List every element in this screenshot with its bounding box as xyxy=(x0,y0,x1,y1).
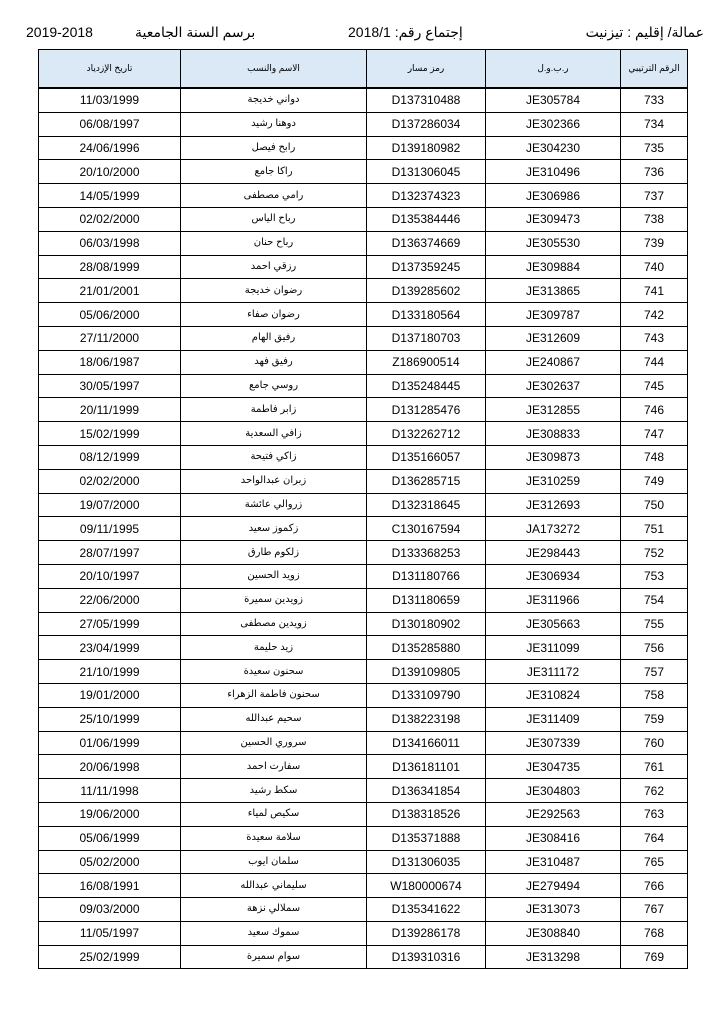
cell-name: رضوان صفاء xyxy=(181,303,367,327)
cell-order: 742 xyxy=(621,303,688,327)
cell-cin: JE309884 xyxy=(486,255,621,279)
cell-name: زكموز سعيد xyxy=(181,517,367,541)
cell-massar: D137180703 xyxy=(367,326,486,350)
cell-name: سحيم عبدالله xyxy=(181,707,367,731)
cell-name: سموك سعيد xyxy=(181,921,367,945)
cell-order: 755 xyxy=(621,612,688,636)
cell-order: 759 xyxy=(621,707,688,731)
cell-order: 765 xyxy=(621,850,688,874)
cell-dob: 01/06/1999 xyxy=(39,731,181,755)
cell-dob: 19/07/2000 xyxy=(39,493,181,517)
cell-name: زبران عبدالواحد xyxy=(181,469,367,493)
cell-dob: 27/11/2000 xyxy=(39,326,181,350)
cell-massar: D139109805 xyxy=(367,660,486,684)
cell-order: 745 xyxy=(621,374,688,398)
cell-name: راكا جامع xyxy=(181,160,367,184)
table-row xyxy=(39,184,688,208)
table-row xyxy=(39,612,688,636)
cell-dob: 25/02/1999 xyxy=(39,945,181,969)
cell-name: رباح الياس xyxy=(181,207,367,231)
cell-name: رضوان خديجة xyxy=(181,279,367,303)
cell-dob: 27/05/1999 xyxy=(39,612,181,636)
cell-cin: JE292563 xyxy=(486,802,621,826)
cell-order: 760 xyxy=(621,731,688,755)
cell-dob: 20/06/1998 xyxy=(39,755,181,779)
col-header-dob: تاريخ الإزدياد xyxy=(39,50,181,89)
cell-dob: 21/01/2001 xyxy=(39,279,181,303)
cell-order: 754 xyxy=(621,588,688,612)
cell-massar: D138223198 xyxy=(367,707,486,731)
cell-cin: JE298443 xyxy=(486,541,621,565)
cell-massar: D136181101 xyxy=(367,755,486,779)
cell-cin: JE312693 xyxy=(486,493,621,517)
table-row xyxy=(39,374,688,398)
cell-cin: JE279494 xyxy=(486,874,621,898)
cell-massar: D133368253 xyxy=(367,541,486,565)
cell-dob: 20/10/2000 xyxy=(39,160,181,184)
cell-order: 766 xyxy=(621,874,688,898)
cell-order: 767 xyxy=(621,898,688,922)
cell-dob: 08/12/1999 xyxy=(39,445,181,469)
table-row xyxy=(39,493,688,517)
academic-year-label: برسم السنة الجامعية xyxy=(135,24,256,40)
cell-order: 735 xyxy=(621,136,688,160)
cell-order: 756 xyxy=(621,636,688,660)
table-row xyxy=(39,279,688,303)
table-row xyxy=(39,731,688,755)
table-row xyxy=(39,88,688,112)
cell-massar: D136374669 xyxy=(367,231,486,255)
cell-name: سليماني عبدالله xyxy=(181,874,367,898)
cell-massar: D136341854 xyxy=(367,779,486,803)
cell-cin: JE308833 xyxy=(486,422,621,446)
cell-name: سكيص لمياء xyxy=(181,802,367,826)
cell-order: 753 xyxy=(621,564,688,588)
table-row xyxy=(39,874,688,898)
cell-cin: JE308840 xyxy=(486,921,621,945)
cell-cin: JE304735 xyxy=(486,755,621,779)
cell-cin: JE310496 xyxy=(486,160,621,184)
cell-dob: 18/06/1987 xyxy=(39,350,181,374)
cell-massar: D133109790 xyxy=(367,683,486,707)
cell-massar: D135248445 xyxy=(367,374,486,398)
table-body xyxy=(39,88,688,969)
cell-massar: D135384446 xyxy=(367,207,486,231)
cell-cin: JE313073 xyxy=(486,898,621,922)
cell-order: 736 xyxy=(621,160,688,184)
cell-name: روسي جامع xyxy=(181,374,367,398)
table-row xyxy=(39,160,688,184)
cell-name: زيد حليمة xyxy=(181,636,367,660)
cell-cin: JE307339 xyxy=(486,731,621,755)
cell-cin: JE311966 xyxy=(486,588,621,612)
cell-order: 746 xyxy=(621,398,688,422)
cell-cin: JE305530 xyxy=(486,231,621,255)
cell-dob: 25/10/1999 xyxy=(39,707,181,731)
cell-massar: D138318526 xyxy=(367,802,486,826)
cell-order: 741 xyxy=(621,279,688,303)
cell-dob: 09/03/2000 xyxy=(39,898,181,922)
cell-cin: JE312609 xyxy=(486,326,621,350)
table-row xyxy=(39,445,688,469)
cell-cin: JA173272 xyxy=(486,517,621,541)
cell-massar: C130167594 xyxy=(367,517,486,541)
cell-dob: 23/04/1999 xyxy=(39,636,181,660)
cell-massar: D131180659 xyxy=(367,588,486,612)
cell-cin: JE305663 xyxy=(486,612,621,636)
cell-dob: 20/10/1997 xyxy=(39,564,181,588)
table-row xyxy=(39,850,688,874)
cell-cin: JE309473 xyxy=(486,207,621,231)
cell-order: 748 xyxy=(621,445,688,469)
cell-massar: D135166057 xyxy=(367,445,486,469)
cell-name: رفيق الهام xyxy=(181,326,367,350)
province-label: عمالة/ إقليم : تيزنيت xyxy=(585,24,704,40)
table-row xyxy=(39,636,688,660)
cell-order: 739 xyxy=(621,231,688,255)
cell-name: زويد الحسين xyxy=(181,564,367,588)
cell-massar: D139180982 xyxy=(367,136,486,160)
table-row xyxy=(39,564,688,588)
table-row xyxy=(39,660,688,684)
cell-massar: D135341622 xyxy=(367,898,486,922)
cell-order: 743 xyxy=(621,326,688,350)
table-row xyxy=(39,683,688,707)
cell-massar: D131306045 xyxy=(367,160,486,184)
cell-order: 768 xyxy=(621,921,688,945)
table-row xyxy=(39,136,688,160)
table-row xyxy=(39,231,688,255)
cell-cin: JE304230 xyxy=(486,136,621,160)
cell-dob: 30/05/1997 xyxy=(39,374,181,398)
cell-cin: JE311409 xyxy=(486,707,621,731)
cell-dob: 05/06/1999 xyxy=(39,826,181,850)
cell-name: سلمان ايوب xyxy=(181,850,367,874)
cell-cin: JE310487 xyxy=(486,850,621,874)
table-row xyxy=(39,207,688,231)
cell-massar: D130180902 xyxy=(367,612,486,636)
cell-dob: 06/08/1997 xyxy=(39,112,181,136)
cell-name: رامي مصطفى xyxy=(181,184,367,208)
cell-dob: 02/02/2000 xyxy=(39,207,181,231)
cell-massar: D131285476 xyxy=(367,398,486,422)
cell-name: سكط رشيد xyxy=(181,779,367,803)
cell-order: 761 xyxy=(621,755,688,779)
table-row xyxy=(39,326,688,350)
cell-massar: D131180766 xyxy=(367,564,486,588)
table-row xyxy=(39,422,688,446)
cell-massar: D132374323 xyxy=(367,184,486,208)
cell-name: سروري الحسين xyxy=(181,731,367,755)
cell-order: 733 xyxy=(621,88,688,112)
cell-dob: 05/06/2000 xyxy=(39,303,181,327)
cell-name: سفارت احمد xyxy=(181,755,367,779)
cell-cin: JE313298 xyxy=(486,945,621,969)
cell-order: 764 xyxy=(621,826,688,850)
cell-order: 769 xyxy=(621,945,688,969)
cell-name: رابح فيصل xyxy=(181,136,367,160)
cell-name: سحنون فاطمة الزهراء xyxy=(181,683,367,707)
table-row xyxy=(39,921,688,945)
cell-cin: JE305784 xyxy=(486,88,621,112)
table-row xyxy=(39,826,688,850)
table-row xyxy=(39,398,688,422)
table-row xyxy=(39,350,688,374)
cell-order: 757 xyxy=(621,660,688,684)
cell-cin: JE240867 xyxy=(486,350,621,374)
cell-name: رفيق فهد xyxy=(181,350,367,374)
cell-name: سحنون سعيدة xyxy=(181,660,367,684)
cell-cin: JE306986 xyxy=(486,184,621,208)
cell-dob: 19/01/2000 xyxy=(39,683,181,707)
cell-name: سوام سميرة xyxy=(181,945,367,969)
cell-order: 750 xyxy=(621,493,688,517)
table-row xyxy=(39,802,688,826)
cell-dob: 16/08/1991 xyxy=(39,874,181,898)
meeting-number: إجتماع رقم: 2018/1 xyxy=(348,24,463,40)
cell-massar: D133180564 xyxy=(367,303,486,327)
students-table xyxy=(38,49,688,969)
cell-dob: 11/03/1999 xyxy=(39,88,181,112)
cell-order: 734 xyxy=(621,112,688,136)
cell-cin: JE302366 xyxy=(486,112,621,136)
cell-dob: 24/06/1996 xyxy=(39,136,181,160)
col-header-name: الاسم والنسب xyxy=(181,50,367,89)
table-header-row xyxy=(39,50,688,89)
cell-dob: 19/06/2000 xyxy=(39,802,181,826)
cell-dob: 11/05/1997 xyxy=(39,921,181,945)
table-row xyxy=(39,303,688,327)
cell-massar: D131306035 xyxy=(367,850,486,874)
cell-dob: 06/03/1998 xyxy=(39,231,181,255)
cell-dob: 20/11/1999 xyxy=(39,398,181,422)
cell-order: 749 xyxy=(621,469,688,493)
cell-name: زويدين سميرة xyxy=(181,588,367,612)
cell-massar: D135285880 xyxy=(367,636,486,660)
cell-cin: JE310824 xyxy=(486,683,621,707)
cell-name: دوهنا رشيد xyxy=(181,112,367,136)
cell-dob: 05/02/2000 xyxy=(39,850,181,874)
cell-dob: 28/08/1999 xyxy=(39,255,181,279)
table-row xyxy=(39,779,688,803)
table-row xyxy=(39,541,688,565)
cell-order: 737 xyxy=(621,184,688,208)
cell-dob: 15/02/1999 xyxy=(39,422,181,446)
cell-cin: JE308416 xyxy=(486,826,621,850)
cell-massar: Z186900514 xyxy=(367,350,486,374)
cell-cin: JE304803 xyxy=(486,779,621,803)
cell-massar: D139286178 xyxy=(367,921,486,945)
col-header-order: الرقم الترتيبي xyxy=(621,50,688,89)
table-row xyxy=(39,255,688,279)
cell-massar: D137310488 xyxy=(367,88,486,112)
cell-name: زابر فاطمة xyxy=(181,398,367,422)
table-row xyxy=(39,517,688,541)
cell-name: دواني خديجة xyxy=(181,88,367,112)
table-row xyxy=(39,112,688,136)
col-header-cin: ر.ب.و.ل xyxy=(486,50,621,89)
cell-dob: 02/02/2000 xyxy=(39,469,181,493)
cell-order: 762 xyxy=(621,779,688,803)
cell-order: 758 xyxy=(621,683,688,707)
cell-order: 763 xyxy=(621,802,688,826)
cell-massar: D136285715 xyxy=(367,469,486,493)
cell-name: زروالي عائشة xyxy=(181,493,367,517)
cell-order: 747 xyxy=(621,422,688,446)
cell-massar: D139285602 xyxy=(367,279,486,303)
cell-cin: JE311099 xyxy=(486,636,621,660)
cell-massar: D137359245 xyxy=(367,255,486,279)
cell-cin: JE302637 xyxy=(486,374,621,398)
cell-dob: 14/05/1999 xyxy=(39,184,181,208)
cell-cin: JE306934 xyxy=(486,564,621,588)
table-row xyxy=(39,945,688,969)
cell-massar: D132318645 xyxy=(367,493,486,517)
cell-dob: 09/11/1995 xyxy=(39,517,181,541)
table-row xyxy=(39,755,688,779)
cell-cin: JE312855 xyxy=(486,398,621,422)
cell-name: زويدين مصطفى xyxy=(181,612,367,636)
cell-cin: JE310259 xyxy=(486,469,621,493)
cell-name: زافي السعدية xyxy=(181,422,367,446)
cell-massar: D132262712 xyxy=(367,422,486,446)
cell-name: سلامة سعيدة xyxy=(181,826,367,850)
table-row xyxy=(39,707,688,731)
cell-dob: 22/06/2000 xyxy=(39,588,181,612)
cell-cin: JE313865 xyxy=(486,279,621,303)
table-row xyxy=(39,898,688,922)
col-header-massar: رمز مسار xyxy=(367,50,486,89)
cell-cin: JE309787 xyxy=(486,303,621,327)
cell-massar: D137286034 xyxy=(367,112,486,136)
cell-dob: 21/10/1999 xyxy=(39,660,181,684)
cell-order: 740 xyxy=(621,255,688,279)
cell-massar: D139310316 xyxy=(367,945,486,969)
cell-cin: JE311172 xyxy=(486,660,621,684)
cell-dob: 28/07/1997 xyxy=(39,541,181,565)
cell-dob: 11/11/1998 xyxy=(39,779,181,803)
academic-year: 2019-2018 xyxy=(26,24,93,40)
cell-name: زلكوم طارق xyxy=(181,541,367,565)
cell-order: 744 xyxy=(621,350,688,374)
table-row xyxy=(39,469,688,493)
cell-name: سملالي نزهة xyxy=(181,898,367,922)
cell-name: رزقي احمد xyxy=(181,255,367,279)
cell-name: زاكي فتيحة xyxy=(181,445,367,469)
cell-massar: D134166011 xyxy=(367,731,486,755)
cell-cin: JE309873 xyxy=(486,445,621,469)
cell-order: 751 xyxy=(621,517,688,541)
cell-order: 752 xyxy=(621,541,688,565)
cell-massar: W180000674 xyxy=(367,874,486,898)
cell-name: رباح حنان xyxy=(181,231,367,255)
cell-massar: D135371888 xyxy=(367,826,486,850)
cell-order: 738 xyxy=(621,207,688,231)
table-row xyxy=(39,588,688,612)
